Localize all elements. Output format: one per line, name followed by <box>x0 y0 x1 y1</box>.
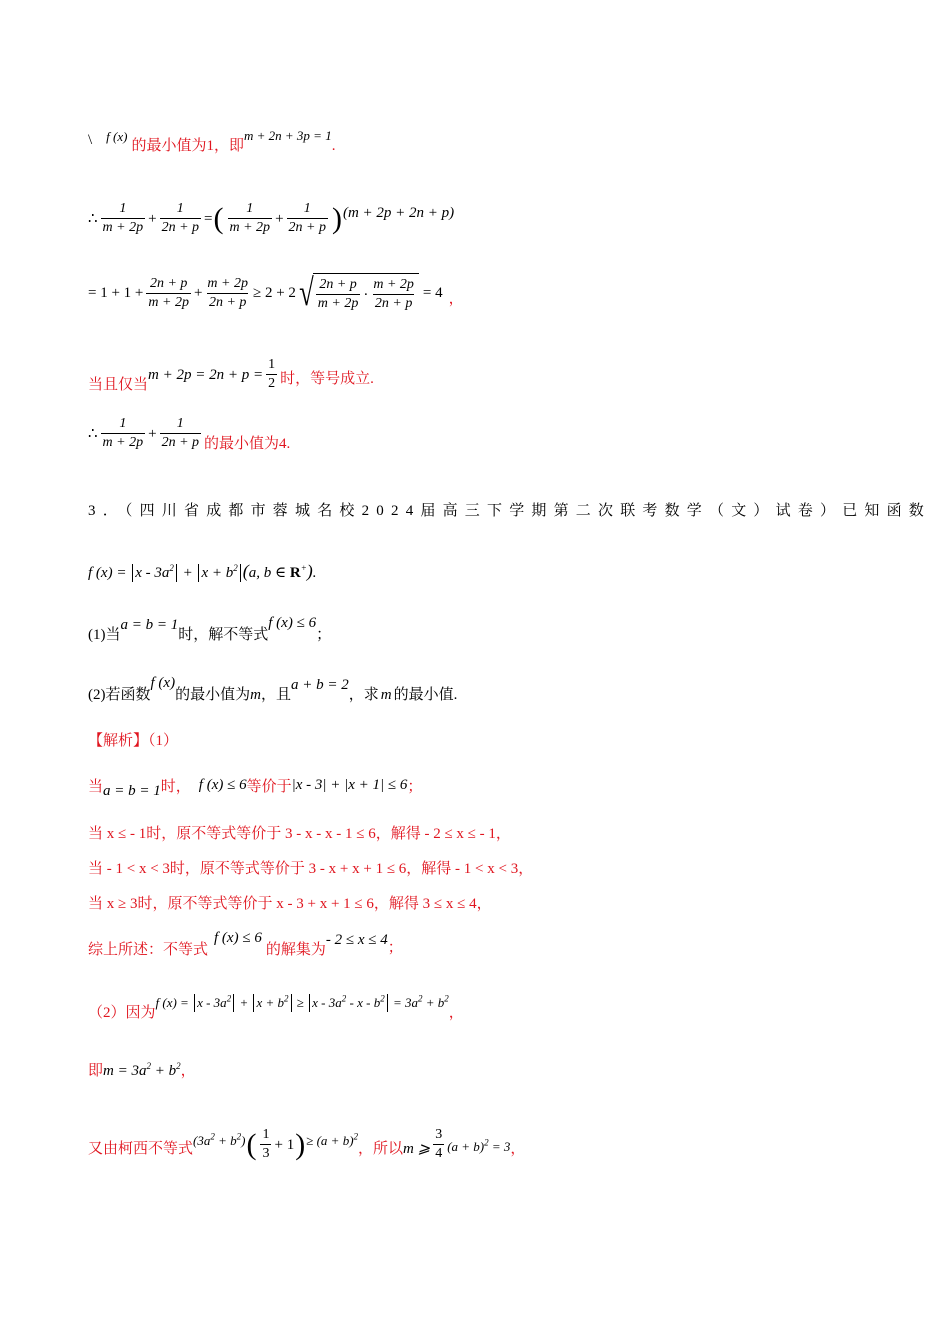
fraction-2: $\frac{1}{2n + p}$ <box>161 201 200 235</box>
question-3-function <box>88 561 317 583</box>
part2-m2: m <box>380 687 392 703</box>
a1-when: 当 <box>88 779 104 795</box>
fraction-third: $\frac{1}{3}$ <box>262 1127 270 1161</box>
a5-solution: - 2 ≤ x ≤ 4 <box>325 932 388 948</box>
a1-abs-inequality: |x - 3| + |x + 1| ≤ 6 <box>291 777 408 793</box>
part1-label: (1)当 <box>88 627 121 643</box>
math-ge: ≥ 2 + 2 <box>252 285 296 301</box>
part1-text: 时，解不等式 <box>178 627 269 643</box>
text-period: . <box>331 138 336 154</box>
line-therefore-sum: ∴ $\frac{1}{m + 2p}$ + $\frac{1}{2n + p}$ = ( $\frac{1}{m + 2p}$ + $\frac{1}{2n + p}$ ) (m + 2p + 2n + p) <box>88 201 455 235</box>
text-min-value: 的最小值为1，即 <box>131 138 244 154</box>
a1-equivalent: 等价于 <box>246 779 292 795</box>
comma: ， <box>448 291 464 307</box>
sqrt-expression: √ $\frac{2n + p}{m + 2p}$ · $\frac{m + 2p}{2n + p}$ <box>296 273 419 313</box>
answer-line-5 <box>88 930 403 958</box>
part1-condition: a = b = 1 <box>120 617 179 633</box>
math-equality: m + 2p = 2n + p = <box>148 366 264 383</box>
answer-line-3: 当 - 1 < x < 3时，原不等式等价于 3 - x + x + 1 ≤ 6，解得 - 1 < x < 3， <box>88 861 534 877</box>
fraction-8: $\frac{1}{2n + p}$ <box>161 416 200 450</box>
fraction-1: $\frac{1}{m + 2p}$ <box>102 201 144 235</box>
b2-end: ， <box>180 1063 196 1079</box>
therefore-symbol-2: ∴ <box>88 425 98 442</box>
part1-end: ； <box>316 627 332 643</box>
part2-text3: ，求 <box>348 687 379 703</box>
math-start: = 1 + 1 + <box>88 285 144 301</box>
a1-condition: a = b = 1 <box>103 783 161 799</box>
a5-end: ； <box>387 940 403 956</box>
question-3-part-1 <box>88 615 332 643</box>
fraction-half: $\frac{1}{2}$ <box>268 357 276 391</box>
b1-math: f $(x) = x - 3a^2 + x + b^2 \ge x - 3a^2 - x - b^2 = 3a^2 + b^2$ <box>155 993 449 1010</box>
b3-m-ge: m ⩾ <box>403 1140 431 1157</box>
answer-heading: 【解析】（1） <box>88 733 179 749</box>
part2-condition: a + b = 2 <box>290 677 349 693</box>
a1-text2: 时， <box>160 779 191 795</box>
question-3-part-2 <box>88 675 458 703</box>
answer-part2-line-1 <box>88 993 464 1021</box>
text-min-four: 的最小值为4. <box>204 435 291 452</box>
answer-line-2: 当 x ≤ - 1时，原不等式等价于 3 - x - x - 1 ≤ 6，解得 - 2 ≤ x ≤ - 1， <box>88 826 511 842</box>
part1-inequality: f (x) ≤ 6 <box>268 615 317 631</box>
answer-part2-line-2 <box>88 1061 196 1081</box>
fraction-6: $\frac{m + 2p}{2n + p}$ <box>207 275 248 310</box>
fraction-5: $\frac{2n + p}{m + 2p}$ <box>148 275 189 310</box>
fraction-3: $\frac{1}{m + 2p}$ <box>229 201 271 235</box>
question-3-heading: 3．（四川省成都市蓉城名校2024届高三下学期第二次联考数学（文）试卷）已知函数 <box>88 503 932 519</box>
answer-part2-line-3: 又由柯西不等式 $(3a^2 + b^2)$ ( $\frac{1}{3}$ + 1 ) ≥ $(a + b)^2$ ，所以 m ⩾ $\frac{3}{4}$ $(a + b)^2 = 3$ ， <box>88 1127 526 1161</box>
math-sum-tail: (m + 2p + 2n + p) <box>342 204 455 221</box>
b1-because: （2）因为 <box>88 1005 156 1021</box>
b2-namely: 即 <box>88 1063 104 1079</box>
a5-inequality: f (x) ≤ 6 <box>214 930 262 946</box>
math-fx: f (x) <box>106 129 128 144</box>
b2-math: $m = 3a^2 + b^2$ <box>103 1061 181 1079</box>
b3-math1: $(3a^2 + b^2)$ <box>193 1131 246 1148</box>
math-function-def: f $(x) = x - 3a^2 + x + b^2$ (a, b ∈ R+). <box>88 561 317 581</box>
part2-label: (2)若函数 <box>88 687 151 703</box>
math-equals-four: = 4 <box>422 285 443 301</box>
therefore-symbol: ∴ <box>88 210 98 227</box>
a1-end: ； <box>407 779 423 795</box>
part2-fx: f (x) <box>150 675 176 691</box>
b3-cauchy: 又由柯西不等式 <box>88 1140 194 1157</box>
math-equation: m + 2n + 3p = 1 <box>243 128 332 143</box>
backslash-mark: \ <box>88 132 93 148</box>
b3-math5: $(a + b)^2 = 3$ <box>447 1137 511 1154</box>
text-equality-holds: 时，等号成立. <box>280 370 374 387</box>
line-min-value-condition <box>88 128 336 154</box>
fraction-7: $\frac{1}{m + 2p}$ <box>102 416 144 450</box>
answer-line-1 <box>88 777 422 797</box>
a5-summary: 综上所述：不等式 <box>88 942 209 958</box>
line-equality-condition <box>88 356 374 393</box>
answer-line-4: 当 x ≥ 3时，原不等式等价于 x - 3 + x + 1 ≤ 6，解得 3 ≤ x ≤ 4， <box>88 896 492 912</box>
line-am-gm: = 1 + 1 + $\frac{2n + p}{m + 2p}$ + $\frac{m + 2p}{2n + p}$ ≥ 2 + 2 √ $\frac{2n + p}{m + 2p}$ · $\frac{m + 2p}{2n + p}$ = 4 ， <box>88 272 464 314</box>
b3-end: ， <box>510 1140 526 1157</box>
fraction-4: $\frac{1}{2n + p}$ <box>288 201 326 235</box>
part2-text1: 的最小值为 <box>175 687 251 703</box>
b3-so: ，所以 <box>358 1140 404 1157</box>
part2-text4: 的最小值. <box>393 687 458 703</box>
b3-plus-one: + 1 <box>274 1136 295 1153</box>
a1-inequality: f (x) ≤ 6 <box>198 777 247 793</box>
part2-m: m <box>250 687 261 703</box>
a5-solution-set: 的解集为 <box>265 942 326 958</box>
line-min-four: ∴ $\frac{1}{m + 2p}$ + $\frac{1}{2n + p}$ 的最小值为4. <box>88 416 291 452</box>
b1-end: ， <box>448 1005 464 1021</box>
b3-math3: ≥ $(a + b)^2$ <box>306 1131 359 1148</box>
fraction-three-quarters: $\frac{3}{4}$ <box>435 1127 443 1161</box>
text-iff: 当且仅当 <box>88 376 149 393</box>
part2-text2: ，且 <box>260 687 291 703</box>
